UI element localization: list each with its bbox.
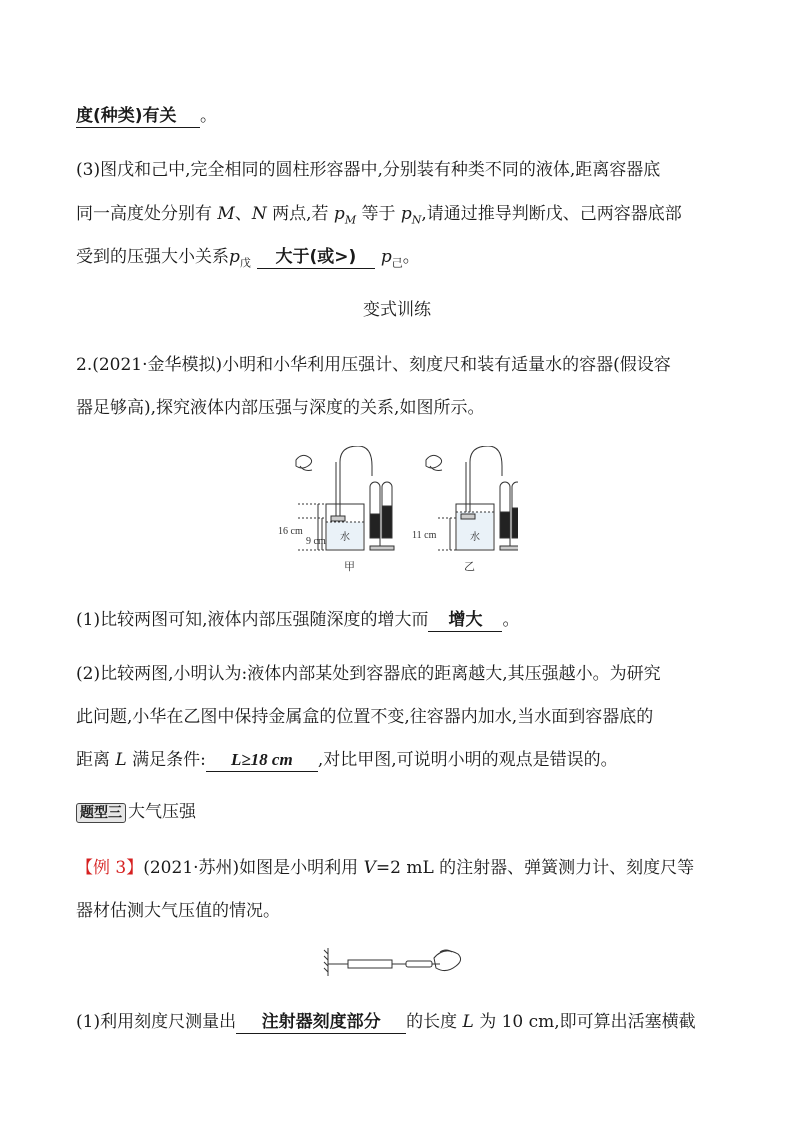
question-2-2-line-3: 距离 L 满足条件: L≥18 cm ,对比甲图,可说明小明的观点是错误的。 xyxy=(76,750,618,770)
label-9cm: 9 cm xyxy=(306,536,326,547)
question-2-2-line-2: 此问题,小华在乙图中保持金属盒的位置不变,往容器内加水,当水面到容器底的 xyxy=(76,707,654,727)
hand-icon xyxy=(434,951,461,971)
answer-blank: 大于(或>) xyxy=(257,246,375,269)
question-2-line-1: 2.(2021·金华模拟)小明和小华利用压强计、刻度尺和装有适量水的容器(假设容 xyxy=(76,355,671,375)
pressure-gauge-figure xyxy=(278,446,518,580)
label-water-right: 水 xyxy=(470,532,480,543)
question-2-line-2: 器足够高),探究液体内部压强与深度的关系,如图所示。 xyxy=(76,398,485,418)
answer-blank: 注射器刻度部分 xyxy=(236,1011,406,1034)
hand-icon xyxy=(426,455,442,468)
question-2-2-line-1: (2)比较两图,小明认为:液体内部某处到容器底的距离越大,其压强越小。为研究 xyxy=(76,664,661,684)
label-yi: 乙 xyxy=(464,561,475,573)
example-3-line-1: 【例 3】(2021·苏州)如图是小明利用 V=2 mL 的注射器、弹簧测力计、刻度尺等 xyxy=(76,858,695,878)
type-tag: 题型三 xyxy=(76,803,126,823)
example-3-line-2: 器材估测大气压值的情况。 xyxy=(76,901,280,921)
question-3-line-2: 同一高度处分别有 M、N 两点,若 $p_M$ 等于 $p_N$,请通过推导判断戊、己两容器底部 xyxy=(76,204,682,227)
hand-icon xyxy=(296,455,312,468)
label-water-left: 水 xyxy=(340,532,350,543)
label-11cm: 11 cm xyxy=(412,530,437,541)
question-3-line-1: (3)图戊和己中,完全相同的圆柱形容器中,分别装有种类不同的液体,距离容器底 xyxy=(76,160,661,180)
example-3-1: (1)利用刻度尺测量出 注射器刻度部分 的长度 L 为 10 cm,即可算出活塞横截 xyxy=(76,1012,696,1032)
answer-blank: 增大 xyxy=(428,609,502,632)
syringe-figure xyxy=(322,944,466,980)
answer-blank: 度(种类)有关 xyxy=(76,105,200,128)
question-3-line-3: 受到的压强大小关系$p_戊$ 大于(或>) $p_己$。 xyxy=(76,247,420,270)
label-16cm: 16 cm xyxy=(278,526,303,537)
label-jia: 甲 xyxy=(344,561,355,573)
answer-blank: L≥18 cm xyxy=(206,749,318,772)
answer-line-1: 度(种类)有关 。 xyxy=(76,106,217,126)
section-title: 变式训练 xyxy=(363,300,431,320)
type-3-heading: 题型三 大气压强 xyxy=(76,800,196,824)
example-label: 【例 3】 xyxy=(76,858,144,878)
question-2-1: (1)比较两图可知,液体内部压强随深度的增大而 增大 。 xyxy=(76,610,520,630)
